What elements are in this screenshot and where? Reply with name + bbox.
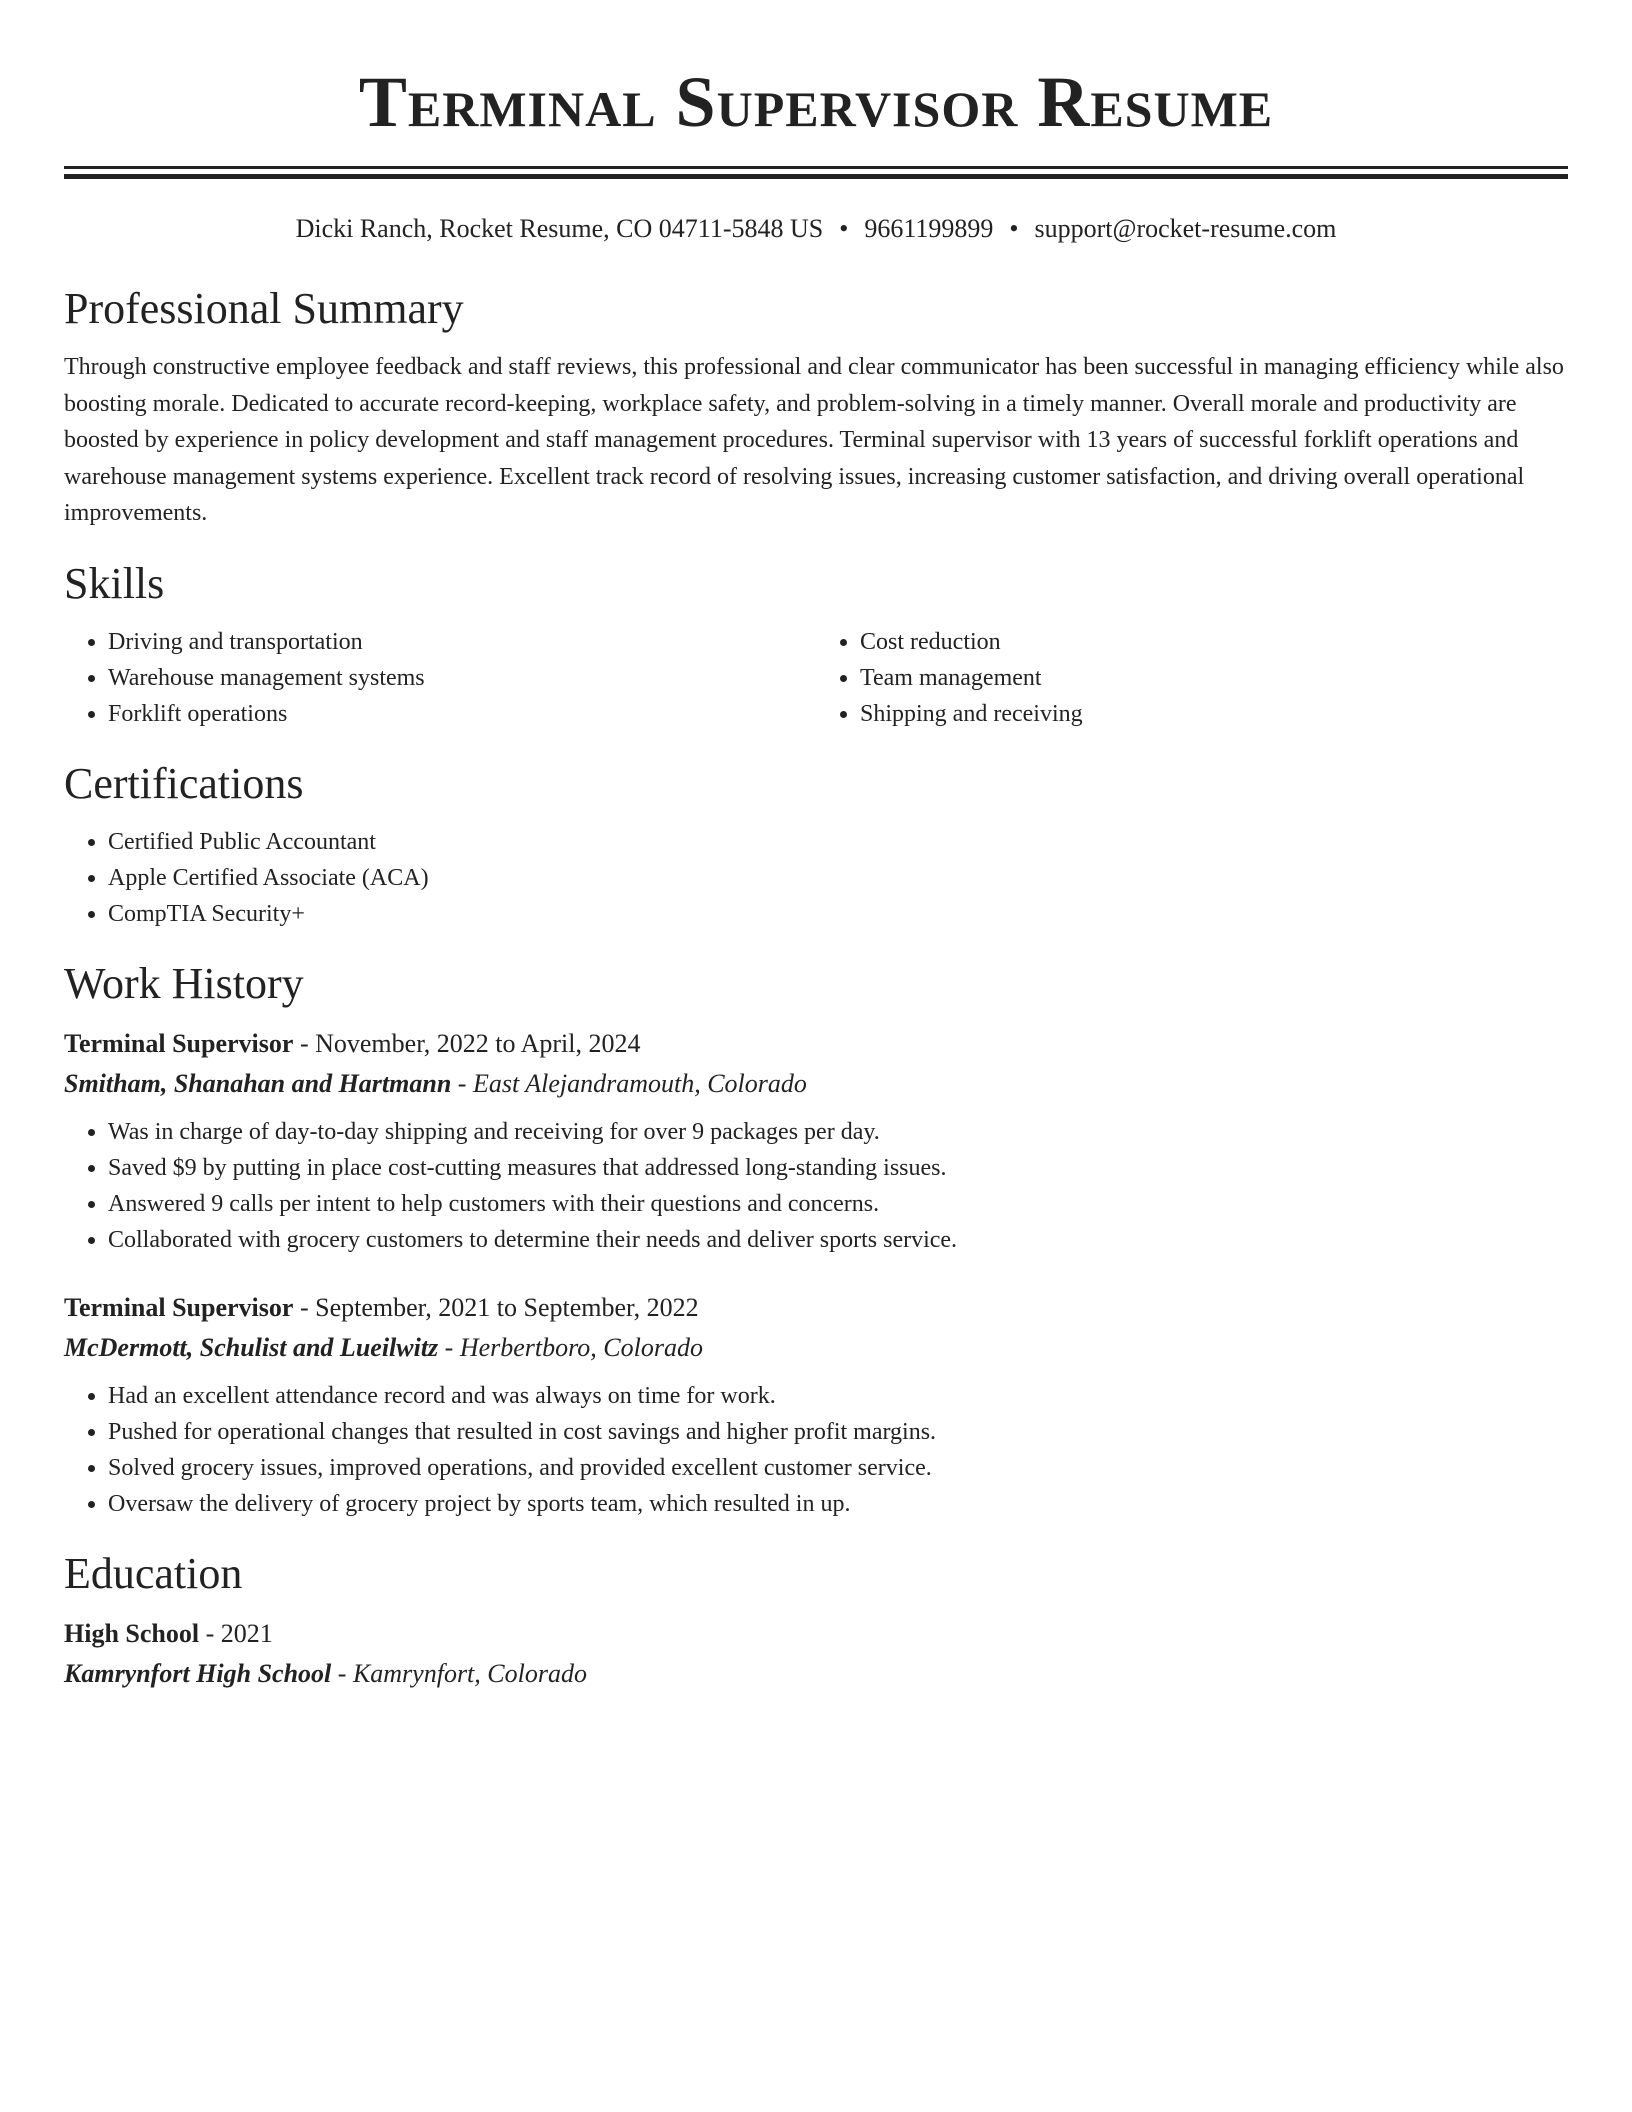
job-company-line xyxy=(64,1330,1568,1366)
job-bullet: • Solved grocery issues, improved operations, and provided excellent customer service. xyxy=(108,1450,1568,1486)
job-entry xyxy=(64,1290,1568,1522)
skills-heading: Skills xyxy=(64,558,165,608)
job-location: - East Alejandramouth, Colorado xyxy=(451,1068,807,1098)
job-entry xyxy=(64,1026,1568,1258)
summary-text: Through constructive employee feedback and staff reviews, this professional and clear communicator has been successful in managing efficiency while also boosting morale. Dedicated to accurate record-keeping, workplace safety, and problem-solving in a timely manner. Overall morale and productivity are boosted by experience in policy development and staff management procedures. Terminal supervisor with 13 years of successful forklift operations and warehouse management systems experience. Excellent track record of resolving issues, increasing customer satisfaction, and driving overall operational improvements. xyxy=(64,354,1564,526)
job-title: Terminal Supervisor xyxy=(64,1292,294,1322)
job-company: Smitham, Shanahan and Hartmann xyxy=(64,1068,452,1098)
certifications-list xyxy=(64,824,1568,932)
skill-item: • Forklift operations xyxy=(108,696,816,732)
job-bullet: • Had an excellent attendance record and was always on time for work. xyxy=(108,1378,1568,1414)
skill-item: • Team management xyxy=(860,660,1568,696)
job-title: Terminal Supervisor xyxy=(64,1028,294,1058)
title-divider-top xyxy=(64,166,1568,169)
job-dates: - November, 2022 to April, 2024 xyxy=(293,1028,641,1058)
contact-address: Dicki Ranch, Rocket Resume, CO 04711-5848 US xyxy=(295,214,824,243)
contact-line xyxy=(64,213,1568,245)
job-title-line xyxy=(64,1026,1568,1062)
skill-item: • Driving and transportation xyxy=(108,624,816,660)
job-bullet: • Pushed for operational changes that resulted in cost savings and higher profit margins. xyxy=(108,1414,1568,1450)
resume-title: Terminal Supervisor Resume xyxy=(358,62,1274,142)
education-school: Kamrynfort High School xyxy=(64,1658,332,1688)
job-bullet: • Saved $9 by putting in place cost-cutting measures that addressed long-standing issues. xyxy=(108,1150,1568,1186)
job-bullets xyxy=(64,1378,1568,1522)
contact-phone: 9661199899 xyxy=(864,214,994,243)
education-degree-line xyxy=(64,1616,1568,1652)
job-company: McDermott, Schulist and Lueilwitz xyxy=(64,1332,439,1362)
contact-email: support@rocket-resume.com xyxy=(1034,214,1337,243)
education-degree: High School xyxy=(64,1618,200,1648)
job-bullet: • Oversaw the delivery of grocery project by sports team, which resulted in up. xyxy=(108,1486,1568,1522)
job-company-line xyxy=(64,1066,1568,1102)
job-title-line xyxy=(64,1290,1568,1326)
education-school-line xyxy=(64,1656,1568,1692)
skills-columns xyxy=(64,624,1568,732)
skills-list-right xyxy=(816,624,1568,732)
resume-page xyxy=(64,0,1568,1692)
contact-separator: • xyxy=(1009,214,1019,243)
skill-item: • Warehouse management systems xyxy=(108,660,816,696)
certification-item: • Certified Public Accountant xyxy=(108,824,1568,860)
skills-list-left xyxy=(64,624,816,732)
job-dates: - September, 2021 to September, 2022 xyxy=(293,1292,699,1322)
skill-item: • Cost reduction xyxy=(860,624,1568,660)
job-bullet: • Answered 9 calls per intent to help customers with their questions and concerns. xyxy=(108,1186,1568,1222)
job-location: - Herbertboro, Colorado xyxy=(438,1332,703,1362)
education-location: - Kamrynfort, Colorado xyxy=(331,1658,587,1688)
certification-item: • CompTIA Security+ xyxy=(108,896,1568,932)
job-bullet: • Collaborated with grocery customers to determine their needs and deliver sports service. xyxy=(108,1222,1568,1258)
summary-heading: Professional Summary xyxy=(64,284,464,333)
education-heading: Education xyxy=(64,1548,243,1598)
job-bullets xyxy=(64,1114,1568,1258)
certifications-heading: Certifications xyxy=(64,758,304,808)
title-divider-bottom xyxy=(64,174,1568,179)
work-history-heading: Work History xyxy=(64,958,304,1008)
job-bullet: • Was in charge of day-to-day shipping and receiving for over 9 packages per day. xyxy=(108,1114,1568,1150)
education-year: - 2021 xyxy=(199,1618,273,1648)
certification-item: • Apple Certified Associate (ACA) xyxy=(108,860,1568,896)
skill-item: • Shipping and receiving xyxy=(860,696,1568,732)
contact-separator: • xyxy=(839,214,849,243)
